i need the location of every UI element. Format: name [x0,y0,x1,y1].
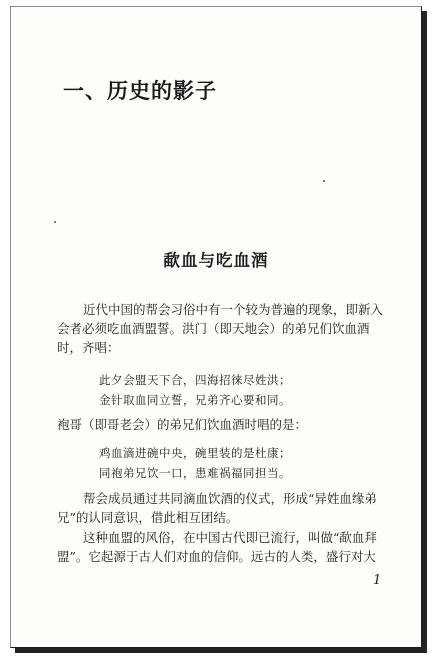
body-paragraph: 袍哥（即哥老会）的弟兄们饮血酒时唱的是： [57,417,308,432]
verse-line: 此夕会盟天下合，四海招徕尽姓洪； [99,373,291,387]
verse-block [99,370,291,410]
verse-line: 鸡血滴进碗中央，碗里装的是杜康； [99,446,291,460]
scan-speck [54,221,56,223]
verse-block [99,443,291,483]
chapter-title: 一、历史的影子 [63,79,217,103]
body-paragraph: 近代中国的帮会习俗中有一个较为普遍的现象，即新入会者必须吃血酒盟誓。洪门（即天地会）的弟兄们饮血酒时，齐唱： [57,302,384,355]
book-page [10,6,422,648]
scan-speck [323,180,325,182]
body-paragraph: 帮会成员通过共同滴血饮酒的仪式，形成“异姓血缘弟兄”的认同意识，借此相互团结。 [57,491,377,525]
page-number: 1 [373,573,382,588]
verse-line: 同袍弟兄饮一口，患难祸福同担当。 [99,466,291,480]
body-paragraph: 这种血盟的风俗，在中国古代即已流行，叫做“歃血拜盟”。它起源于古人们对血的信仰。远古的人类，盛行对大 [57,530,377,564]
verse-line: 金针取血同立誓，兄弟齐心要和同。 [99,393,291,407]
section-title: 歃血与吃血酒 [163,251,269,270]
